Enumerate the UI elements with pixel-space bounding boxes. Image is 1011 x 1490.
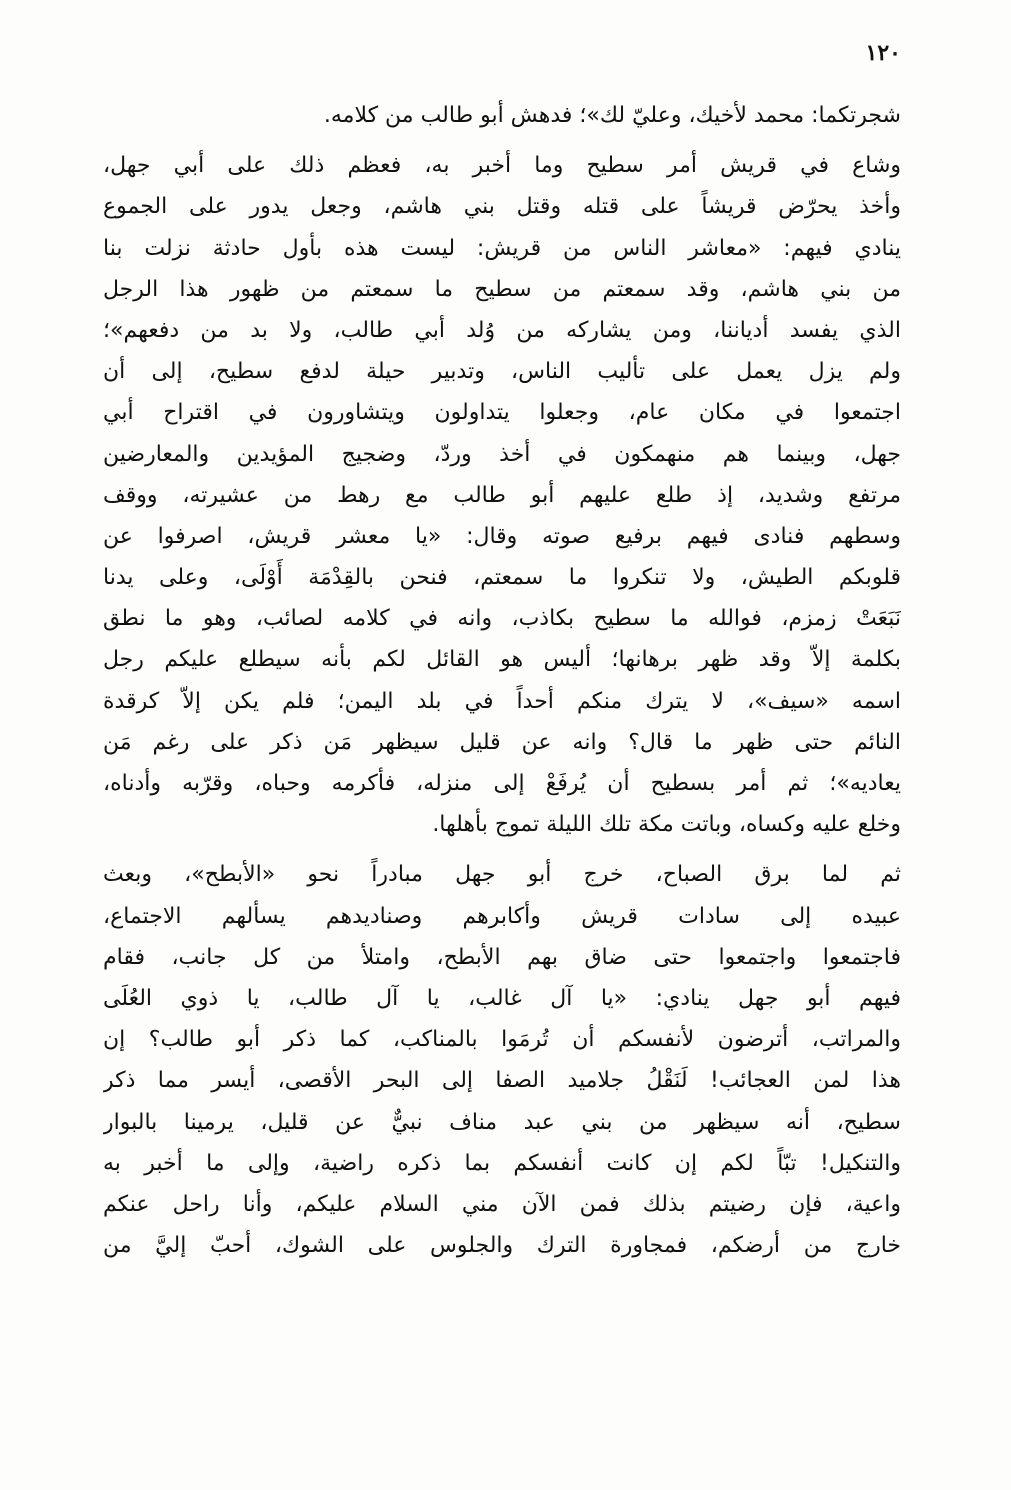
text-line: ينادي فيهم: «معاشر الناس من قريش: ليست هذه بأول حادثة نزلت بنا xyxy=(103,235,901,261)
text-line: سطيح، أنه سيظهر من بني عبد مناف نبيٌّ عن قليل، يرمينا بالبوار xyxy=(103,1109,901,1135)
text-line: من بني هاشم، وقد سمعتم من سطيح ما سمعتم من ظهور هذا الرجل xyxy=(103,276,901,302)
text-line: فاجتمعوا واجتمعوا حتى ضاق بهم الأبطح، وامتلأ من كل جانب، فقام xyxy=(103,944,901,970)
text-line: واعية، فإن رضيتم بذلك فمن الآن مني السلام عليكم، وأنا راحل عنكم xyxy=(103,1191,901,1217)
text-line: خارج من أرضكم، فمجاورة الترك والجلوس على الشوك، أحبّ إليَّ من xyxy=(103,1233,901,1259)
text-line: ثم لما برق الصباح، خرج أبو جهل مبادراً نحو «الأبطح»، وبعث xyxy=(103,862,901,888)
text-line: جهل، وبينما هم منهمكون في أخذ وردّ، وضجيج المؤيدين والمعارضين xyxy=(103,441,901,467)
text-line: مرتفع وشديد، إذ طلع عليهم أبو طالب مع رهط من عشيرته، ووقف xyxy=(103,482,901,508)
text-line: وشاع في قريش أمر سطيح وما أخبر به، فعظم ذلك على أبي جهل، xyxy=(103,153,901,179)
body-text xyxy=(103,95,901,1266)
page-number: ١٢٠ xyxy=(865,40,901,66)
text-line: فيهم أبو جهل ينادي: «يا آل غالب، يا آل طالب، يا ذوي العُلَى xyxy=(103,985,901,1011)
text-line: الذي يفسد أدياننا، ومن يشاركه من وُلد أبي طالب، ولا بد من دفعهم»؛ xyxy=(103,317,901,343)
text-line: اجتمعوا في مكان عام، وجعلوا يتداولون ويتشاورون في اقتراح أبي xyxy=(103,400,901,426)
text-line: النائم حتى ظهر ما قال؟ وانه عن قليل سيظهر مَن ذكر على رغم مَن xyxy=(103,729,901,755)
text-line: عبيده إلى سادات قريش وأكابرهم وصناديدهم يسألهم الاجتماع، xyxy=(103,903,901,929)
text-line: هذا لمن العجائب! لَنَقْلُ جلاميد الصفا إلى البحر الأقصى، أيسر مما ذكر xyxy=(103,1068,901,1094)
paragraph xyxy=(103,145,901,845)
text-line: شجرتكما: محمد لأخيك، وعليّ لك»؛ فدهش أبو طالب من كلامه. xyxy=(323,103,901,128)
text-line: بكلمة إلاّ وقد ظهر برهانها؛ أليس هو القائل لكم بأنه سيطلع عليكم رجل xyxy=(103,647,901,673)
paragraph xyxy=(103,854,901,1266)
text-line: اسمه «سيف»، لا يترك منكم أحداً في بلد اليمن؛ فلم يكن إلاّ كرقدة xyxy=(103,688,901,714)
text-line: ولم يزل يعمل على تأليب الناس، وتدبير حيلة لدفع سطيح، إلى أن xyxy=(103,359,901,385)
text-line: وخلع عليه وكساه، وباتت مكة تلك الليلة تموج بأهلها. xyxy=(432,812,901,838)
text-line: قلوبكم الطيش، ولا تنكروا ما سمعتم، فنحن بالقِدْمَة أَوْلَى، وعلى يدنا xyxy=(103,565,901,591)
text-line: وسطهم فنادى فيهم برفيع صوته وقال: «يا معشر قريش، اصرفوا عن xyxy=(103,523,901,549)
text-line: والتنكيل! تبّاً لكم إن كانت أنفسكم بما ذكره راضية، وإلى ما أخبر به xyxy=(103,1150,901,1176)
paragraph xyxy=(103,95,901,136)
text-line: والمراتب، أترضون لأنفسكم أن تُرمَوا بالمناكب، كما ذكر أبو طالب؟ إن xyxy=(103,1027,901,1053)
text-line: يعاديه»؛ ثم أمر بسطيح أن يُرفَعْ إلى منزله، فأكرمه وحباه، وقرّبه وأدناه، xyxy=(103,771,901,796)
text-line: نَبَعَتْ زمزم، فوالله ما سطيح بكاذب، وانه في كلامه لصائب، وهو ما نطق xyxy=(103,606,901,632)
text-line: وأخذ يحرّض قريشاً على قتله وقتل بني هاشم، وجعل يدور على الجموع xyxy=(103,194,901,220)
